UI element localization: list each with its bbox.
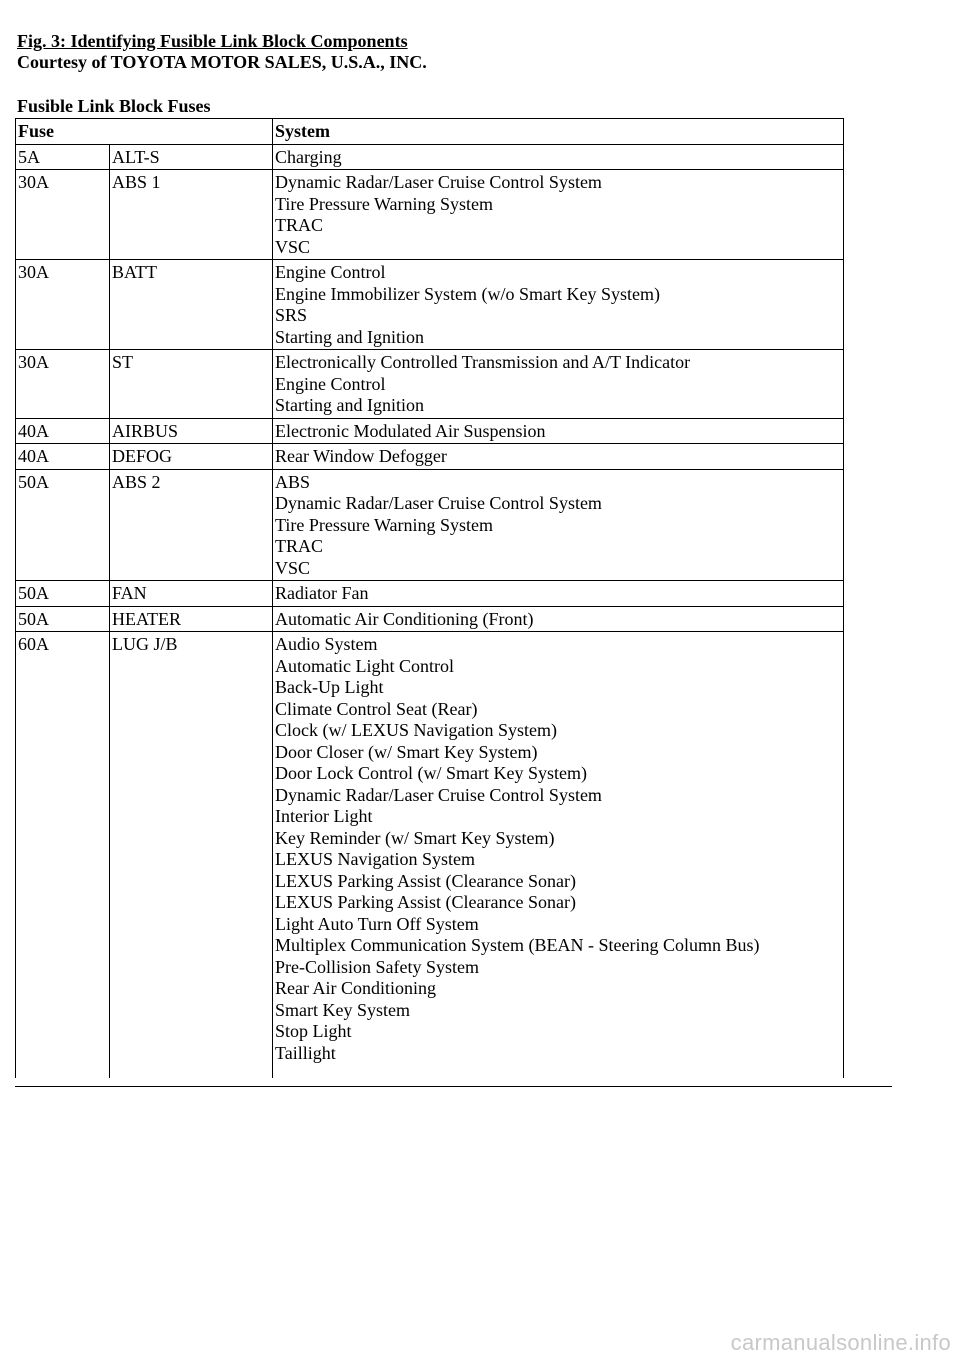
system-item: VSC [275, 236, 311, 257]
header-fuse: Fuse [16, 119, 273, 145]
system-item: Engine Control [275, 262, 386, 282]
fuse-amperage: 30A [16, 170, 110, 260]
system-item: Multiplex Communication System (BEAN - Steering Column Bus) [275, 935, 760, 955]
system-item: Electronically Controlled Transmission and A/T Indicator [275, 352, 691, 372]
fuse-systems [273, 350, 844, 419]
system-item: Dynamic Radar/Laser Cruise Control System [275, 493, 602, 513]
fuse-name: ST [110, 350, 273, 419]
system-item: Starting and Ignition [275, 395, 424, 415]
fuse-systems [273, 606, 844, 632]
table-row [16, 444, 844, 470]
fuse-amperage: 5A [16, 144, 110, 170]
fuse-amperage: 30A [16, 260, 110, 350]
fuse-name: FAN [110, 581, 273, 607]
table-row [16, 170, 844, 260]
table-row [16, 632, 844, 1079]
fuse-name: ABS 1 [110, 170, 273, 260]
table-row [16, 581, 844, 607]
system-item: Dynamic Radar/Laser Cruise Control System [275, 784, 602, 805]
table-row [16, 350, 844, 419]
fuse-table [15, 118, 844, 1078]
system-item: Audio System [275, 634, 378, 654]
table-row [16, 469, 844, 581]
system-item: Stop Light [275, 1021, 352, 1041]
fuse-name: AIRBUS [110, 418, 273, 444]
table-row [16, 418, 844, 444]
figure-title: Fig. 3: Identifying Fusible Link Block Components [17, 31, 408, 51]
system-item: LEXUS Parking Assist (Clearance Sonar) [275, 870, 576, 891]
system-item: Interior Light [275, 806, 373, 826]
courtesy-line: Courtesy of TOYOTA MOTOR SALES, U.S.A., INC. [17, 52, 427, 72]
system-item: Dynamic Radar/Laser Cruise Control System [275, 172, 602, 192]
system-item: Starting and Ignition [275, 326, 424, 347]
fuse-systems [273, 170, 844, 260]
system-item: Automatic Air Conditioning (Front) [275, 608, 534, 629]
fuse-amperage: 50A [16, 606, 110, 632]
table-row [16, 144, 844, 170]
fuse-amperage: 40A [16, 444, 110, 470]
fuse-amperage: 50A [16, 469, 110, 581]
system-item: Tire Pressure Warning System [275, 514, 494, 535]
system-item: Charging [275, 146, 342, 167]
watermark: carmanualsonline.info [730, 1330, 951, 1355]
fuse-systems [273, 444, 844, 470]
fuse-systems [273, 632, 844, 1079]
bottom-rule [15, 1086, 892, 1087]
system-item: Climate Control Seat (Rear) [275, 698, 478, 719]
system-item: Automatic Light Control [275, 655, 454, 676]
table-body [16, 144, 844, 1078]
system-item: Back-Up Light [275, 677, 384, 697]
fuse-name: HEATER [110, 606, 273, 632]
system-item: Rear Air Conditioning [275, 978, 436, 998]
fuse-systems [273, 144, 844, 170]
system-item: LEXUS Navigation System [275, 849, 475, 869]
system-item: ABS [275, 471, 311, 492]
system-item: Engine Immobilizer System (w/o Smart Key System) [275, 283, 660, 304]
fuse-amperage: 50A [16, 581, 110, 607]
header-system: System [273, 119, 844, 145]
system-item: TRAC [275, 536, 324, 556]
fuse-systems [273, 469, 844, 581]
table-row [16, 606, 844, 632]
system-item: Taillight [275, 1042, 336, 1063]
table-row [16, 260, 844, 350]
system-item: SRS [275, 305, 308, 325]
fuse-amperage: 30A [16, 350, 110, 419]
system-item: Electronic Modulated Air Suspension [275, 420, 546, 441]
system-item: Smart Key System [275, 999, 410, 1020]
system-item: TRAC [275, 215, 324, 235]
system-item: LEXUS Parking Assist (Clearance Sonar) [275, 892, 576, 912]
fuse-name: ABS 2 [110, 469, 273, 581]
system-item: Radiator Fan [275, 583, 369, 603]
system-item: Clock (w/ LEXUS Navigation System) [275, 720, 557, 740]
fuse-systems [273, 260, 844, 350]
system-item: Door Closer (w/ Smart Key System) [275, 741, 538, 762]
fuse-name: LUG J/B [110, 632, 273, 1079]
fuse-systems [273, 418, 844, 444]
fuse-systems [273, 581, 844, 607]
table-header-row [16, 119, 844, 145]
system-item: VSC [275, 557, 311, 578]
system-item: Door Lock Control (w/ Smart Key System) [275, 763, 587, 783]
fuse-name: ALT-S [110, 144, 273, 170]
system-item: Rear Window Defogger [275, 446, 447, 466]
fuse-amperage: 60A [16, 632, 110, 1079]
system-item: Pre-Collision Safety System [275, 956, 479, 977]
system-item: Engine Control [275, 373, 386, 394]
table-title: Fusible Link Block Fuses [17, 96, 211, 116]
fuse-amperage: 40A [16, 418, 110, 444]
system-item: Key Reminder (w/ Smart Key System) [275, 827, 555, 848]
system-item: Light Auto Turn Off System [275, 913, 479, 934]
fuse-name: BATT [110, 260, 273, 350]
fuse-name: DEFOG [110, 444, 273, 470]
system-item: Tire Pressure Warning System [275, 193, 494, 214]
